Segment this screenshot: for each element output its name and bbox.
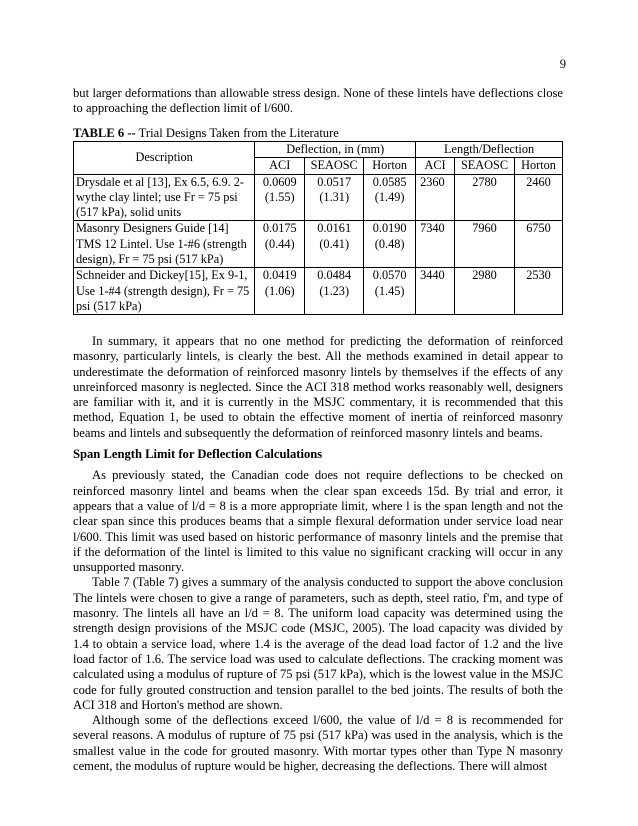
cell-defl-seaosc: 0.0161 (0.41) [305, 221, 364, 268]
summary-paragraph: In summary, it appears that no one method for predicting the deformation of reinforced masonry, particularly lintels, is clearly the best. All the methods examined in detail appear to underestimate the deformation of reinforced masonry lintels by themselves if the effects of any unreinforced masonry is neglected. Since the ACI 318 method works reasonably well, designers are familiar with it, and it is currently in the MSJC commentary, it is recommended that this method, Equation 1, be used to obtain the effective moment of inertia of reinforced masonry beams and lintels and subsequently the deformation of reinforced masonry lintels and beams. [73, 334, 563, 440]
cell-ratio-aci: 7340 [416, 221, 455, 268]
intro-paragraph-block [73, 86, 563, 117]
cell-ratio-aci: 3440 [416, 268, 455, 315]
header-ratio-horton: Horton [515, 158, 563, 174]
cell-defl-seaosc: 0.0517 (1.31) [305, 174, 364, 221]
cell-ratio-seaosc: 2980 [455, 268, 515, 315]
cell-defl-aci: 0.0419 (1.06) [255, 268, 305, 315]
cell-defl-aci: 0.0609 (1.55) [255, 174, 305, 221]
header-description: Description [74, 142, 255, 175]
trial-designs-table [73, 141, 563, 315]
table-row [74, 174, 563, 221]
table-header-row-1 [74, 142, 563, 158]
cell-ratio-horton: 2460 [515, 174, 563, 221]
cell-description: Drysdale et al [13], Ex 6.5, 6.9. 2-wythe clay lintel; use Fr = 75 psi (517 kPa), solid units [74, 174, 255, 221]
header-ratio-seaosc: SEAOSC [455, 158, 515, 174]
cell-defl-horton: 0.0585 (1.49) [364, 174, 416, 221]
cell-ratio-seaosc: 7960 [455, 221, 515, 268]
table-caption [73, 126, 339, 141]
table7-paragraph: Table 7 (Table 7) gives a summary of the analysis conducted to support the above conclusion The lintels were chosen to give a range of parameters, such as depth, steel ratio, f'm, and type of masonry. The lintels all have an l/d = 8. The uniform load capacity was determined using the strength design provisions of the MSJC code (MSJC, 2005). The load capacity was divided by 1.4 to obtain a service load, where 1.4 is the average of the dead load factor of 1.2 and the live load factor of 1.6. The service load was used to calculate deflections. The cracking moment was calculated using a modulus of rupture of 75 psi (517 kPa), which is the lowest value in the MSJC code for fully grouted construction and tension parallel to the bed joints. The results of both the ACI 318 and Horton's method are shown. [73, 575, 563, 712]
header-defl-seaosc: SEAOSC [305, 158, 364, 174]
cell-ratio-aci: 2360 [416, 174, 455, 221]
cell-ratio-horton: 6750 [515, 221, 563, 268]
cell-defl-aci: 0.0175 (0.44) [255, 221, 305, 268]
canadian-code-paragraph: As previously stated, the Canadian code does not require deflections to be checked on reinforced masonry lintel and beams when the clear span exceeds 15d. By trial and error, it appears that a value of l/d = 8 is a more appropriate limit, where l is the span length and not the clear span since this produces beams that a simple flexural deformation under service load near l/600. This limit was used based on historic performance of masonry lintels and the premise that if the deformation of the lintel is limited to this value no significant cracking will occur in any unsupported masonry. [73, 468, 563, 575]
table-caption-label: TABLE 6 -- [73, 126, 136, 140]
header-ratio-group: Length/Deflection [416, 142, 563, 158]
cell-defl-seaosc: 0.0484 (1.23) [305, 268, 364, 315]
although-paragraph: Although some of the deflections exceed l/600, the value of l/d = 8 is recommended for several reasons. A modulus of rupture of 75 psi (517 kPa) was used in the analysis, which is the smallest value in the code for grouted masonry. With mortar types other than Type N masonry cement, the modulus of rupture would be higher, decreasing the deflections. There will almost [73, 713, 563, 774]
cell-defl-horton: 0.0570 (1.45) [364, 268, 416, 315]
main-text [73, 334, 563, 774]
section-heading: Span Length Limit for Deflection Calculations [73, 447, 323, 462]
header-ratio-aci: ACI [416, 158, 455, 174]
cell-ratio-horton: 2530 [515, 268, 563, 315]
table-row [74, 268, 563, 315]
table-caption-text: Trial Designs Taken from the Literature [138, 126, 339, 140]
cell-description: Masonry Designers Guide [14] TMS 12 Lintel. Use 1-#6 (strength design), Fr = 75 psi (517 kPa) [74, 221, 255, 268]
header-defl-horton: Horton [364, 158, 416, 174]
intro-paragraph: but larger deformations than allowable stress design. None of these lintels have deflections close to approaching the deflection limit of l/600. [73, 86, 563, 116]
table-row [74, 221, 563, 268]
header-deflection-group: Deflection, in (mm) [255, 142, 416, 158]
page-number: 9 [559, 57, 566, 71]
cell-description: Schneider and Dickey[15], Ex 9-1, Use 1-#4 (strength design), Fr = 75 psi (517 kPa) [74, 268, 255, 315]
cell-ratio-seaosc: 2780 [455, 174, 515, 221]
cell-defl-horton: 0.0190 (0.48) [364, 221, 416, 268]
header-defl-aci: ACI [255, 158, 305, 174]
